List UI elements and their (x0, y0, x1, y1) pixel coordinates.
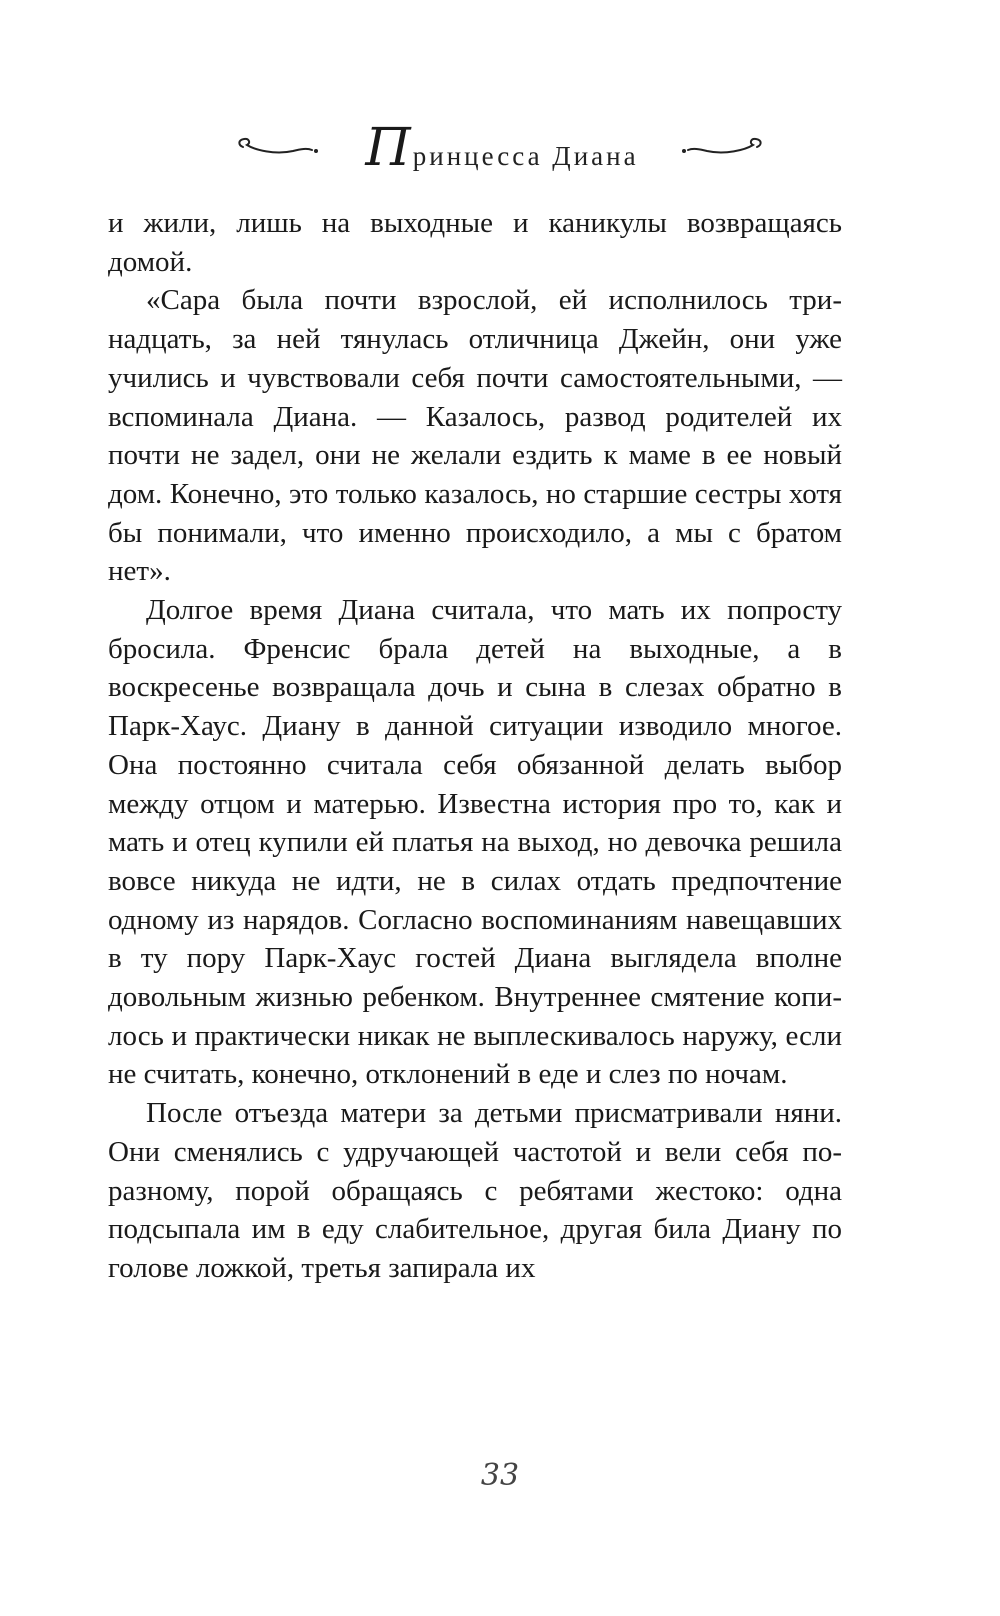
paragraph-1: и жили, лишь на выходные и каникулы возвращаясь домой. (108, 207, 842, 278)
right-flourish-icon (679, 133, 765, 163)
running-head-initial: П (365, 118, 411, 178)
paragraph-3: Долгое время Диана считала, что мать их попросту бросила. Френсис брала детей на выходные, а в воскресенье возвращала дочь и сына в слезах обратно в Парк-Хаус. Диану в данной ситуации изводило многое. Она постоянно считала себя обязанной делать выбор между отцом и матерью. Известна история про то, как и мать и отец купили ей платья на выход, но девочка решила вовсе никуда не идти, не в силах отдать предпочтение одному из нарядов. Согласно воспоминаниям навещавших в ту пору Парк-Хаус гостей Диана выглядела вполне довольным жизнью ребенком. Внутреннее смятение копилось и практически никак не выплескивалось наружу, если не считать, конечно, отклонений в еде и слез по ночам. (108, 594, 842, 1091)
running-head-title (365, 118, 639, 178)
left-flourish-icon (235, 133, 321, 163)
body-text (108, 204, 842, 1288)
running-head-text: ринцесса Диана (412, 141, 639, 171)
page-number: 33 (480, 1458, 520, 1493)
paragraph-4: После отъезда матери за детьми присматривали няни. Они сменялись с удручающей частотой и вели себя по-разному, порой обращаясь с ребятами жестоко: одна подсыпала им в еду слабительное, другая била Диану по голове ложкой, третья запирала их (108, 1097, 842, 1284)
running-head (0, 118, 1000, 178)
paragraph-2: «Сара была почти взрослой, ей исполнилось тринадцать, за ней тянулась отличница Джейн, они уже учились и чувствовали себя почти самостоятельными, — вспоминала Диана. — Казалось, развод родителей их почти не задел, они не желали ездить к маме в ее новый дом. Конечно, это только казалось, но старшие сестры хотя бы понимали, что именно происходило, а мы с братом нет». (108, 284, 842, 588)
